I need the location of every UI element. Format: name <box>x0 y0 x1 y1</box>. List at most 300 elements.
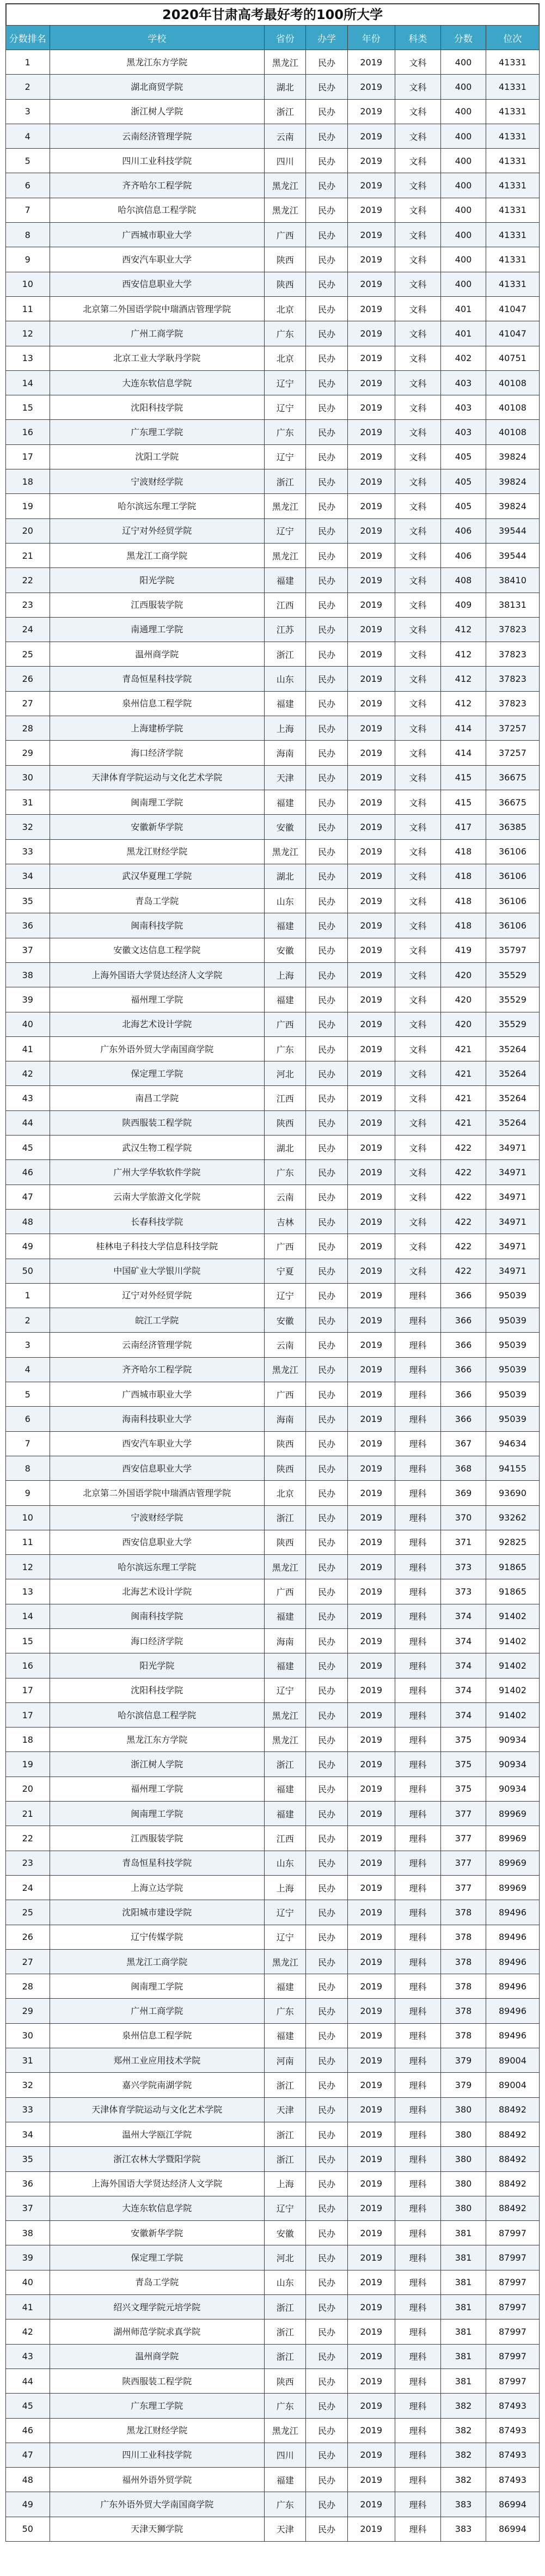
cell-province: 湖北 <box>265 75 306 99</box>
cell-type: 民办 <box>306 198 347 222</box>
cell-year: 2019 <box>347 1234 395 1259</box>
cell-subject: 理科 <box>395 1777 441 1801</box>
cell-province: 浙江 <box>265 469 306 494</box>
cell-position: 95039 <box>486 1283 539 1308</box>
table-row <box>6 1333 540 1357</box>
cell-province: 福建 <box>265 568 306 593</box>
cell-province: 福建 <box>265 913 306 938</box>
cell-rank: 33 <box>6 2097 50 2122</box>
cell-rank: 7 <box>6 198 50 222</box>
cell-subject: 文科 <box>395 296 441 321</box>
cell-year: 2019 <box>347 987 395 1012</box>
cell-year: 2019 <box>347 1407 395 1431</box>
cell-type: 民办 <box>306 2245 347 2270</box>
cell-subject: 理科 <box>395 1653 441 1678</box>
cell-school: 安徽新华学院 <box>50 2221 264 2245</box>
cell-position: 37823 <box>486 667 539 691</box>
cell-type: 民办 <box>306 173 347 198</box>
cell-school: 上海立达学院 <box>50 1875 264 1900</box>
cell-position: 95039 <box>486 1407 539 1431</box>
cell-score: 369 <box>441 1481 486 1505</box>
cell-rank: 26 <box>6 1925 50 1949</box>
cell-province: 河北 <box>265 2245 306 2270</box>
cell-score: 368 <box>441 1456 486 1480</box>
table-row <box>6 1702 540 1727</box>
cell-school: 温州商学院 <box>50 2344 264 2369</box>
cell-subject: 文科 <box>395 321 441 346</box>
cell-score: 400 <box>441 124 486 148</box>
table-row <box>6 2171 540 2196</box>
cell-rank: 24 <box>6 1875 50 1900</box>
cell-rank: 20 <box>6 1777 50 1801</box>
cell-position: 91402 <box>486 1629 539 1653</box>
cell-position: 88492 <box>486 2122 539 2146</box>
table-row <box>6 1382 540 1407</box>
cell-score: 378 <box>441 1974 486 1999</box>
table-row <box>6 1555 540 1579</box>
cell-school: 哈尔滨信息工程学院 <box>50 1702 264 1727</box>
cell-province: 四川 <box>265 149 306 173</box>
cell-score: 379 <box>441 2048 486 2073</box>
cell-province: 福建 <box>265 1974 306 1999</box>
cell-subject: 理科 <box>395 1851 441 1875</box>
cell-subject: 文科 <box>395 667 441 691</box>
cell-rank: 11 <box>6 296 50 321</box>
table-row <box>6 494 540 518</box>
cell-position: 92825 <box>486 1530 539 1554</box>
cell-rank: 14 <box>6 1604 50 1628</box>
cell-score: 401 <box>441 321 486 346</box>
cell-score: 422 <box>441 1234 486 1259</box>
cell-rank: 29 <box>6 1999 50 2023</box>
cell-province: 福建 <box>265 2023 306 2048</box>
table-row <box>6 864 540 888</box>
cell-type: 民办 <box>306 2394 347 2418</box>
cell-score: 400 <box>441 75 486 99</box>
cell-type: 民办 <box>306 1407 347 1431</box>
cell-score: 422 <box>441 1259 486 1283</box>
cell-type: 民办 <box>306 617 347 642</box>
cell-score: 374 <box>441 1653 486 1678</box>
cell-province: 上海 <box>265 962 306 987</box>
cell-rank: 9 <box>6 247 50 272</box>
cell-school: 北京第二外国语学院中瑞酒店管理学院 <box>50 1481 264 1505</box>
cell-school: 北海艺术设计学院 <box>50 1012 264 1036</box>
cell-school: 郑州工业应用技术学院 <box>50 2048 264 2073</box>
cell-subject: 文科 <box>395 50 441 75</box>
cell-school: 沈阳科技学院 <box>50 1678 264 1702</box>
cell-position: 35264 <box>486 1061 539 1086</box>
cell-year: 2019 <box>347 2171 395 2196</box>
cell-school: 长春科技学院 <box>50 1209 264 1234</box>
cell-type: 民办 <box>306 1678 347 1702</box>
cell-province: 浙江 <box>265 1752 306 1777</box>
cell-province: 海南 <box>265 1407 306 1431</box>
cell-school: 上海外国语大学贤达经济人文学院 <box>50 2171 264 2196</box>
cell-type: 民办 <box>306 1851 347 1875</box>
cell-subject: 理科 <box>395 2122 441 2146</box>
cell-type: 民办 <box>306 1456 347 1480</box>
table-row <box>6 1777 540 1801</box>
cell-school: 上海建桥学院 <box>50 716 264 741</box>
cell-score: 418 <box>441 913 486 938</box>
cell-year: 2019 <box>347 1086 395 1110</box>
cell-type: 民办 <box>306 1752 347 1777</box>
cell-position: 91402 <box>486 1653 539 1678</box>
cell-school: 上海外国语大学贤达经济人文学院 <box>50 962 264 987</box>
cell-rank: 47 <box>6 2443 50 2467</box>
cell-school: 广东外语外贸大学南国商学院 <box>50 2492 264 2517</box>
cell-type: 民办 <box>306 1604 347 1628</box>
cell-year: 2019 <box>347 2418 395 2443</box>
cell-year: 2019 <box>347 1431 395 1456</box>
cell-score: 412 <box>441 691 486 716</box>
table-row <box>6 1678 540 1702</box>
cell-position: 93262 <box>486 1505 539 1530</box>
table-row <box>6 543 540 567</box>
cell-province: 广西 <box>265 223 306 247</box>
cell-rank: 50 <box>6 1259 50 1283</box>
cell-position: 35529 <box>486 1012 539 1036</box>
cell-subject: 文科 <box>395 1110 441 1135</box>
cell-subject: 文科 <box>395 247 441 272</box>
header-subject: 科类 <box>395 26 441 50</box>
cell-rank: 11 <box>6 1530 50 1554</box>
cell-year: 2019 <box>347 1530 395 1554</box>
cell-subject: 文科 <box>395 593 441 617</box>
cell-position: 87493 <box>486 2468 539 2492</box>
cell-position: 37823 <box>486 617 539 642</box>
cell-rank: 5 <box>6 149 50 173</box>
cell-province: 广西 <box>265 1012 306 1036</box>
cell-subject: 文科 <box>395 272 441 296</box>
cell-province: 黑龙江 <box>265 1357 306 1382</box>
cell-type: 民办 <box>306 1579 347 1604</box>
cell-rank: 31 <box>6 2048 50 2073</box>
cell-subject: 文科 <box>395 889 441 913</box>
cell-subject: 理科 <box>395 1678 441 1702</box>
cell-rank: 25 <box>6 1900 50 1925</box>
cell-province: 黑龙江 <box>265 1949 306 1974</box>
cell-rank: 24 <box>6 617 50 642</box>
table-row <box>6 2048 540 2073</box>
cell-score: 366 <box>441 1382 486 1407</box>
table-row <box>6 1160 540 1185</box>
cell-school: 齐齐哈尔工程学院 <box>50 1357 264 1382</box>
table-row <box>6 1259 540 1283</box>
cell-score: 405 <box>441 494 486 518</box>
cell-type: 民办 <box>306 642 347 667</box>
cell-score: 422 <box>441 1185 486 1209</box>
cell-year: 2019 <box>347 2245 395 2270</box>
cell-type: 民办 <box>306 1999 347 2023</box>
cell-type: 民办 <box>306 469 347 494</box>
cell-type: 民办 <box>306 518 347 543</box>
cell-school: 云南经济管理学院 <box>50 1333 264 1357</box>
cell-province: 广东 <box>265 1036 306 1061</box>
cell-subject: 理科 <box>395 1974 441 1999</box>
header-province: 省份 <box>265 26 306 50</box>
cell-type: 民办 <box>306 1357 347 1382</box>
cell-subject: 文科 <box>395 1185 441 1209</box>
cell-school: 南昌工学院 <box>50 1086 264 1110</box>
table-row <box>6 1036 540 1061</box>
cell-school: 黑龙江财经学院 <box>50 839 264 864</box>
cell-position: 95039 <box>486 1308 539 1333</box>
cell-type: 民办 <box>306 1061 347 1086</box>
cell-province: 四川 <box>265 2443 306 2467</box>
cell-type: 民办 <box>306 1136 347 1160</box>
cell-score: 403 <box>441 395 486 420</box>
cell-year: 2019 <box>347 2369 395 2393</box>
cell-score: 381 <box>441 2270 486 2294</box>
cell-year: 2019 <box>347 938 395 962</box>
cell-year: 2019 <box>347 1678 395 1702</box>
cell-school: 沈阳城市建设学院 <box>50 1900 264 1925</box>
cell-type: 民办 <box>306 1382 347 1407</box>
cell-rank: 38 <box>6 962 50 987</box>
cell-rank: 45 <box>6 1136 50 1160</box>
cell-type: 民办 <box>306 2270 347 2294</box>
cell-rank: 20 <box>6 518 50 543</box>
cell-rank: 3 <box>6 99 50 124</box>
cell-school: 西安信息职业大学 <box>50 1530 264 1554</box>
cell-year: 2019 <box>347 2097 395 2122</box>
cell-rank: 27 <box>6 1949 50 1974</box>
cell-position: 40108 <box>486 370 539 395</box>
cell-school: 福州理工学院 <box>50 987 264 1012</box>
cell-score: 366 <box>441 1308 486 1333</box>
cell-type: 民办 <box>306 2443 347 2467</box>
cell-score: 373 <box>441 1555 486 1579</box>
table-row <box>6 1851 540 1875</box>
cell-score: 406 <box>441 543 486 567</box>
cell-school: 黑龙江工商学院 <box>50 1949 264 1974</box>
cell-subject: 理科 <box>395 2295 441 2319</box>
cell-type: 民办 <box>306 321 347 346</box>
cell-school: 哈尔滨远东理工学院 <box>50 1555 264 1579</box>
cell-province: 黑龙江 <box>265 543 306 567</box>
table-header <box>6 26 540 50</box>
cell-score: 381 <box>441 2245 486 2270</box>
cell-province: 山东 <box>265 2270 306 2294</box>
table-row <box>6 1234 540 1259</box>
cell-position: 36106 <box>486 889 539 913</box>
table-row <box>6 2097 540 2122</box>
cell-rank: 42 <box>6 1061 50 1086</box>
cell-year: 2019 <box>347 1259 395 1283</box>
cell-subject: 文科 <box>395 444 441 469</box>
cell-province: 云南 <box>265 1333 306 1357</box>
cell-position: 89004 <box>486 2073 539 2097</box>
cell-rank: 39 <box>6 987 50 1012</box>
cell-province: 福建 <box>265 691 306 716</box>
cell-year: 2019 <box>347 1555 395 1579</box>
cell-position: 38410 <box>486 568 539 593</box>
cell-type: 民办 <box>306 1505 347 1530</box>
header-row <box>6 26 540 50</box>
cell-school: 大连东软信息学院 <box>50 2196 264 2220</box>
cell-subject: 理科 <box>395 2443 441 2467</box>
cell-score: 422 <box>441 1136 486 1160</box>
cell-position: 94155 <box>486 1456 539 1480</box>
cell-subject: 文科 <box>395 1259 441 1283</box>
table-row <box>6 1136 540 1160</box>
cell-year: 2019 <box>347 2196 395 2220</box>
cell-position: 89969 <box>486 1851 539 1875</box>
table-row <box>6 444 540 469</box>
cell-rank: 1 <box>6 50 50 75</box>
cell-province: 浙江 <box>265 2073 306 2097</box>
cell-subject: 文科 <box>395 741 441 765</box>
cell-position: 89496 <box>486 1999 539 2023</box>
cell-year: 2019 <box>347 50 395 75</box>
cell-year: 2019 <box>347 2073 395 2097</box>
cell-subject: 理科 <box>395 1999 441 2023</box>
cell-type: 民办 <box>306 1629 347 1653</box>
cell-province: 安徽 <box>265 938 306 962</box>
cell-year: 2019 <box>347 1036 395 1061</box>
cell-province: 上海 <box>265 1875 306 1900</box>
cell-year: 2019 <box>347 1505 395 1530</box>
cell-subject: 理科 <box>395 1357 441 1382</box>
cell-province: 辽宁 <box>265 370 306 395</box>
table-row <box>6 593 540 617</box>
cell-school: 浙江树人学院 <box>50 99 264 124</box>
cell-province: 北京 <box>265 296 306 321</box>
cell-position: 41331 <box>486 75 539 99</box>
cell-school: 广西城市职业大学 <box>50 223 264 247</box>
cell-position: 41047 <box>486 321 539 346</box>
cell-subject: 文科 <box>395 987 441 1012</box>
cell-position: 37823 <box>486 691 539 716</box>
table-row <box>6 1012 540 1036</box>
cell-score: 414 <box>441 716 486 741</box>
cell-province: 广东 <box>265 420 306 444</box>
cell-province: 福建 <box>265 790 306 814</box>
cell-type: 民办 <box>306 2122 347 2146</box>
cell-school: 黑龙江工商学院 <box>50 543 264 567</box>
cell-type: 民办 <box>306 2221 347 2245</box>
cell-province: 宁夏 <box>265 1259 306 1283</box>
cell-rank: 41 <box>6 1036 50 1061</box>
table-row <box>6 1875 540 1900</box>
cell-score: 400 <box>441 247 486 272</box>
cell-year: 2019 <box>347 2319 395 2344</box>
cell-type: 民办 <box>306 420 347 444</box>
cell-subject: 理科 <box>395 2394 441 2418</box>
cell-score: 366 <box>441 1407 486 1431</box>
cell-province: 湖北 <box>265 1136 306 1160</box>
cell-rank: 41 <box>6 2295 50 2319</box>
cell-position: 41331 <box>486 149 539 173</box>
cell-position: 41331 <box>486 247 539 272</box>
cell-type: 民办 <box>306 1826 347 1851</box>
cell-score: 409 <box>441 593 486 617</box>
cell-subject: 文科 <box>395 790 441 814</box>
cell-type: 民办 <box>306 1209 347 1234</box>
cell-year: 2019 <box>347 1579 395 1604</box>
table-row <box>6 1802 540 1826</box>
table-row <box>6 815 540 839</box>
cell-rank: 37 <box>6 938 50 962</box>
cell-year: 2019 <box>347 642 395 667</box>
cell-score: 377 <box>441 1875 486 1900</box>
cell-type: 民办 <box>306 1949 347 1974</box>
header-type: 办学 <box>306 26 347 50</box>
cell-type: 民办 <box>306 1900 347 1925</box>
cell-position: 41331 <box>486 198 539 222</box>
table-row <box>6 1431 540 1456</box>
table-row <box>6 2245 540 2270</box>
cell-score: 419 <box>441 938 486 962</box>
cell-rank: 36 <box>6 913 50 938</box>
cell-subject: 文科 <box>395 691 441 716</box>
table-row <box>6 2221 540 2245</box>
cell-score: 367 <box>441 1431 486 1456</box>
cell-province: 浙江 <box>265 2295 306 2319</box>
cell-school: 宁波财经学院 <box>50 469 264 494</box>
cell-score: 400 <box>441 149 486 173</box>
table-row <box>6 1530 540 1554</box>
cell-score: 381 <box>441 2319 486 2344</box>
cell-subject: 理科 <box>395 1283 441 1308</box>
cell-score: 401 <box>441 296 486 321</box>
cell-year: 2019 <box>347 2221 395 2245</box>
cell-province: 广东 <box>265 321 306 346</box>
cell-year: 2019 <box>347 2122 395 2146</box>
cell-type: 民办 <box>306 2048 347 2073</box>
cell-rank: 15 <box>6 395 50 420</box>
cell-subject: 文科 <box>395 1061 441 1086</box>
cell-year: 2019 <box>347 198 395 222</box>
cell-score: 382 <box>441 2443 486 2467</box>
table-row <box>6 1456 540 1480</box>
cell-subject: 理科 <box>395 1333 441 1357</box>
cell-subject: 理科 <box>395 1481 441 1505</box>
table-row <box>6 1283 540 1308</box>
cell-position: 95039 <box>486 1333 539 1357</box>
cell-position: 87997 <box>486 2344 539 2369</box>
cell-province: 黑龙江 <box>265 198 306 222</box>
table-row <box>6 1061 540 1086</box>
cell-position: 39544 <box>486 518 539 543</box>
cell-type: 民办 <box>306 864 347 888</box>
table-row <box>6 1727 540 1752</box>
cell-year: 2019 <box>347 568 395 593</box>
cell-subject: 理科 <box>395 2344 441 2369</box>
cell-subject: 理科 <box>395 1925 441 1949</box>
table-row <box>6 1505 540 1530</box>
cell-position: 87997 <box>486 2295 539 2319</box>
table-row <box>6 1086 540 1110</box>
cell-rank: 31 <box>6 790 50 814</box>
cell-school: 西安汽车职业大学 <box>50 1431 264 1456</box>
cell-year: 2019 <box>347 593 395 617</box>
cell-rank: 23 <box>6 1851 50 1875</box>
table-row <box>6 839 540 864</box>
cell-subject: 文科 <box>395 173 441 198</box>
cell-rank: 29 <box>6 741 50 765</box>
cell-subject: 文科 <box>395 1234 441 1259</box>
cell-score: 400 <box>441 198 486 222</box>
cell-province: 吉林 <box>265 1209 306 1234</box>
cell-school: 广东理工学院 <box>50 420 264 444</box>
cell-school: 湖北商贸学院 <box>50 75 264 99</box>
table-row <box>6 889 540 913</box>
cell-score: 382 <box>441 2394 486 2418</box>
cell-type: 民办 <box>306 2468 347 2492</box>
